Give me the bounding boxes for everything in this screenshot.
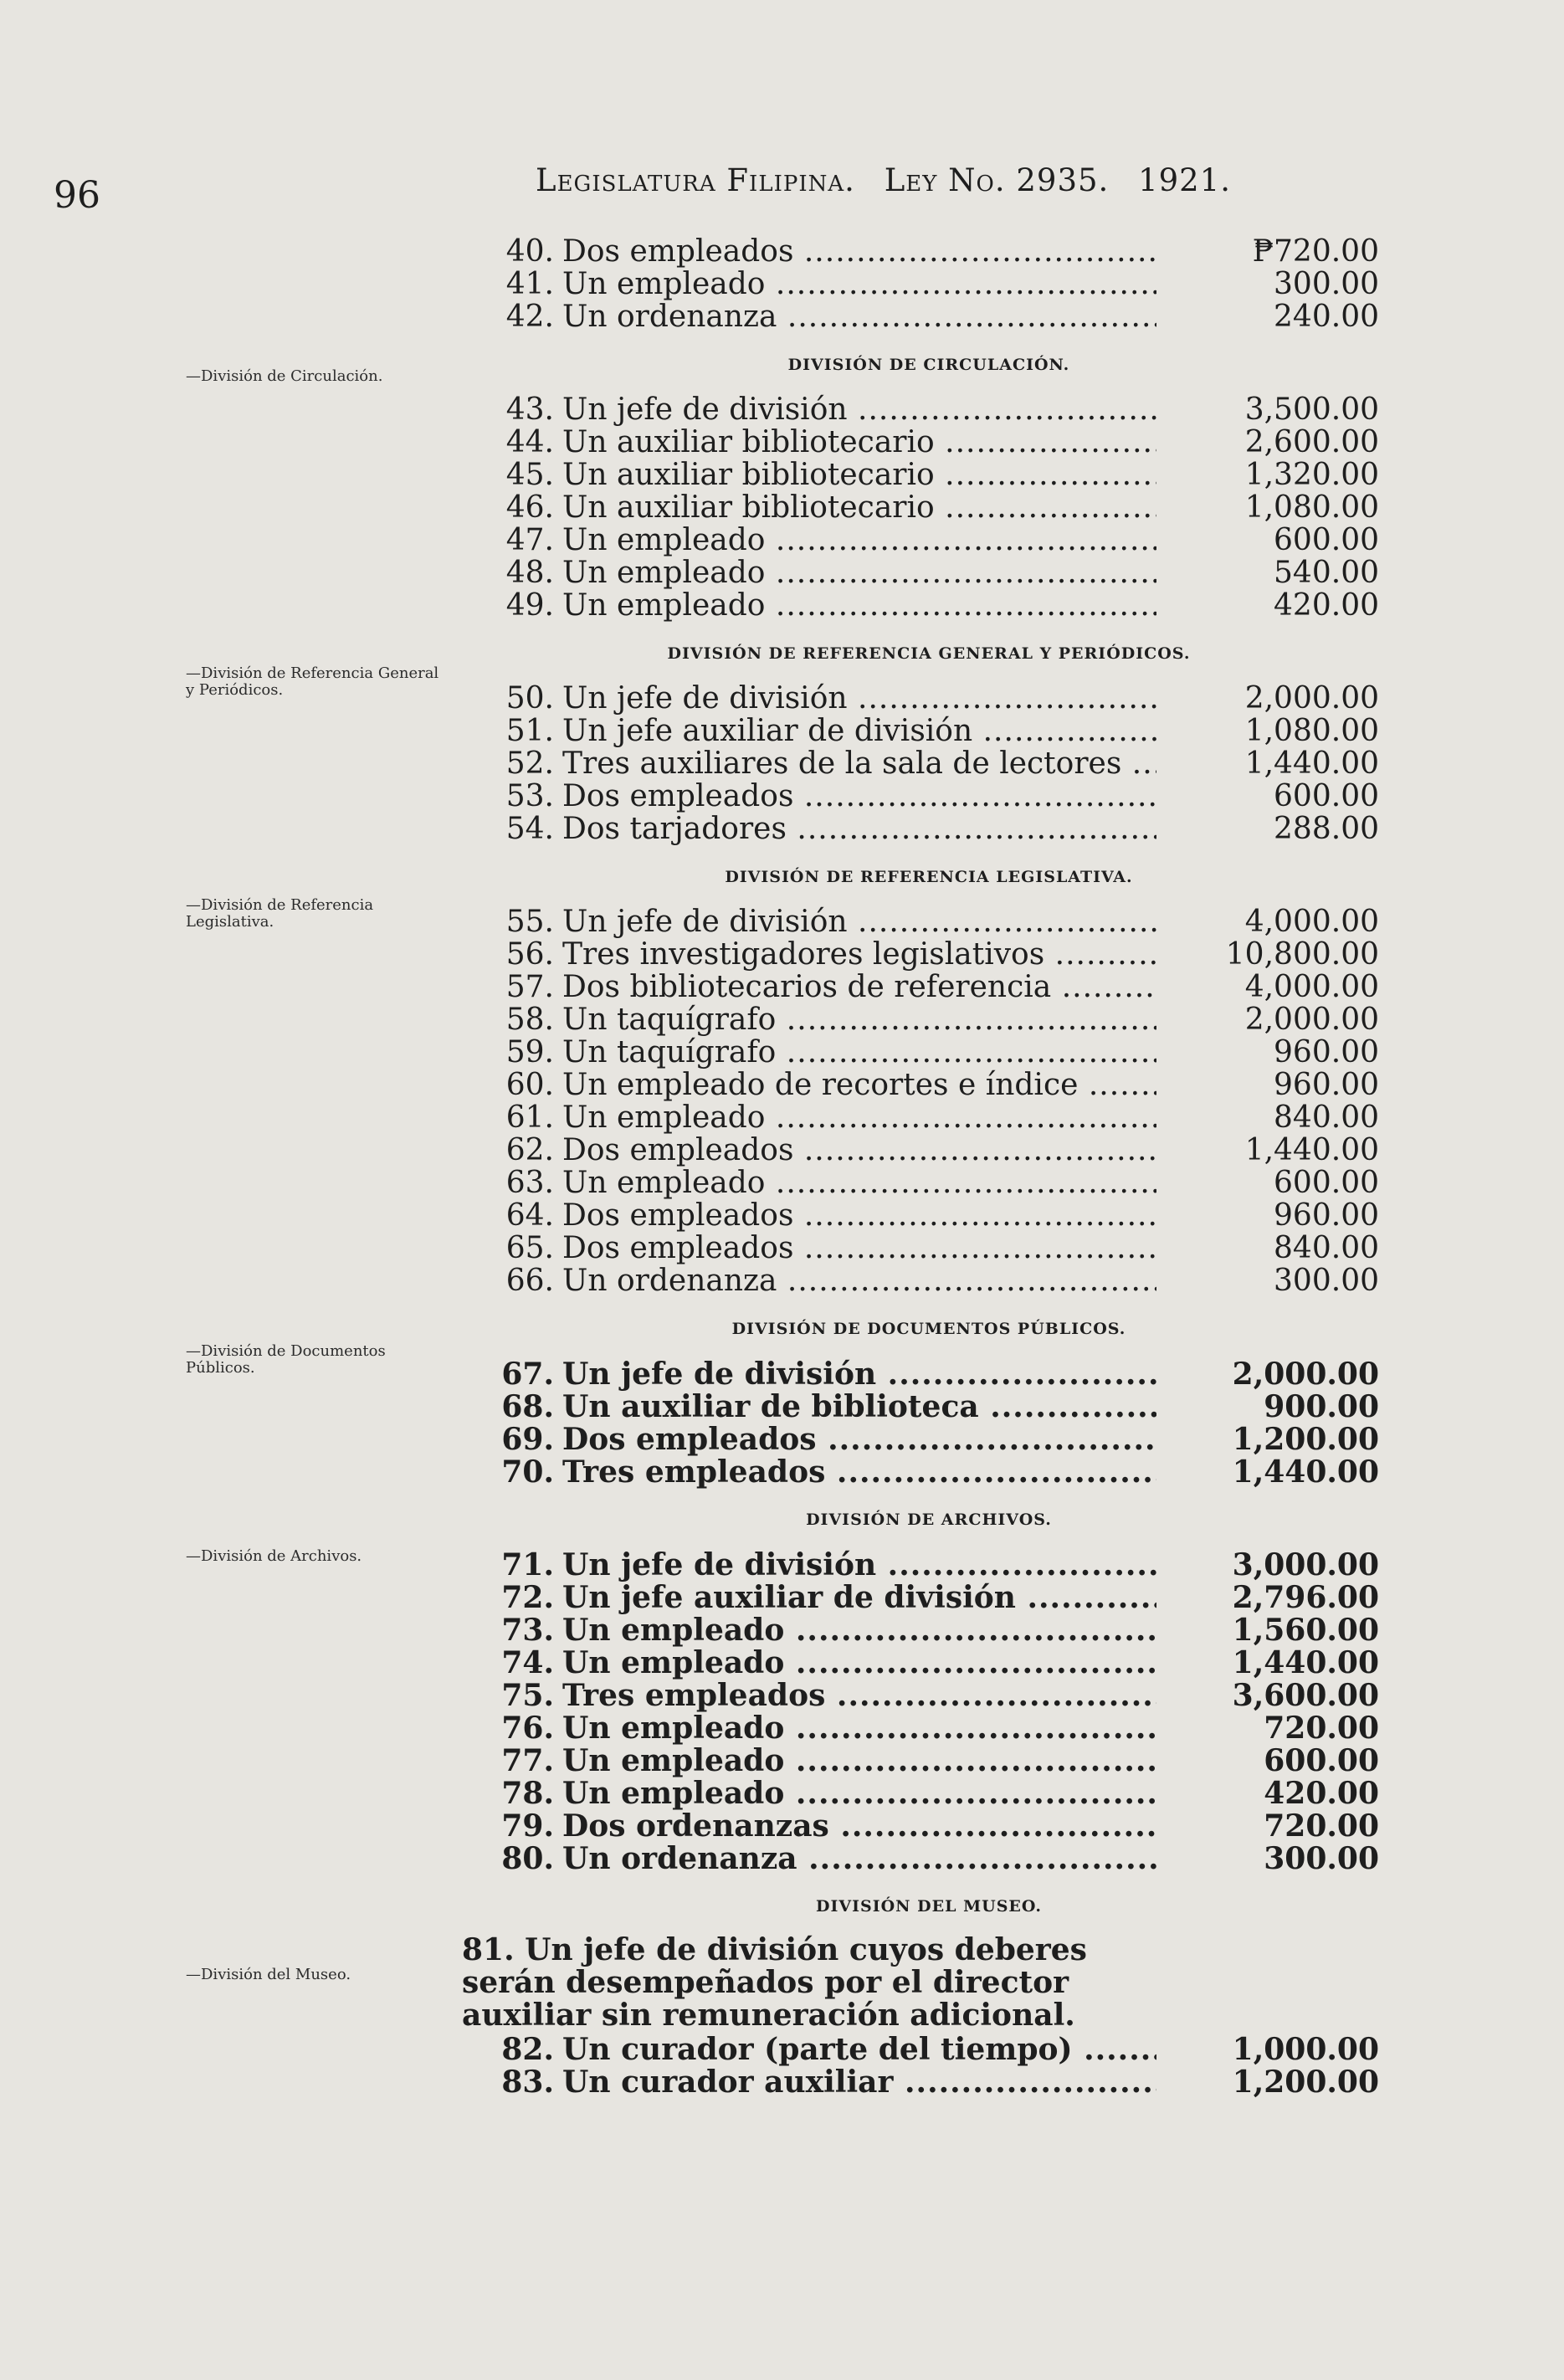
line-item (494, 1711, 1414, 1746)
line-item (494, 1198, 1414, 1231)
item-description: Un ordenanza ..... (562, 300, 1156, 334)
item-description: Dos empleados ..... (562, 1422, 1156, 1457)
item-description: Dos tarjadores ..... (562, 812, 1156, 846)
item-amount: 2,600.00 (1244, 425, 1379, 459)
item-amount: 1,200.00 (1232, 1422, 1379, 1457)
item-number: 60. (505, 1068, 554, 1102)
line-item (494, 1613, 1414, 1648)
item-amount: 960.00 (1274, 1035, 1379, 1069)
item-number: 69. (501, 1422, 554, 1457)
item-description: Dos ordenanzas ..... (562, 1808, 1156, 1844)
item-description: Un empleado ..... (562, 1711, 1156, 1746)
running-head-year: 1921. (1138, 162, 1232, 198)
section (494, 1511, 1414, 1874)
item-number: 50. (505, 681, 554, 716)
item-description: Un empleado ..... (562, 1743, 1156, 1778)
item-amount: ₱720.00 (1252, 234, 1379, 269)
item-description: Un empleado ..... (562, 267, 1156, 301)
line-item (494, 234, 1414, 267)
item-description: Un empleado ..... (562, 588, 1156, 623)
item-description: Un jefe auxiliar de división ..... (562, 1580, 1156, 1615)
item-number: 46. (505, 490, 554, 525)
item-description: Un auxiliar bibliotecario ..... (562, 425, 1156, 459)
line-item (494, 1808, 1414, 1844)
item-number: 83. (501, 2065, 554, 2100)
item-number: 66. (505, 1264, 554, 1298)
line-item (494, 937, 1414, 970)
item-amount: 4,000.00 (1244, 970, 1379, 1004)
item-amount: 960.00 (1274, 1068, 1379, 1102)
line-item (494, 1166, 1414, 1198)
line-item (494, 1035, 1414, 1068)
item-description: Un jefe auxiliar de división ..... (562, 714, 1156, 748)
item-description: Un jefe de división ..... (562, 1357, 1156, 1392)
item-description: Un taquígrafo ..... (562, 1003, 1156, 1037)
margin-note: —División de Archivos. (186, 1547, 362, 1565)
item-number: 80. (501, 1841, 554, 1876)
item-amount: 240.00 (1274, 300, 1379, 334)
line-item (494, 1776, 1414, 1811)
item-amount: 840.00 (1274, 1100, 1379, 1135)
section (494, 644, 1414, 844)
section (494, 1320, 1414, 1490)
item-description: Un empleado ..... (562, 1776, 1156, 1811)
item-amount: 600.00 (1274, 779, 1379, 813)
item-amount: 1,200.00 (1232, 2065, 1379, 2100)
line-item (494, 779, 1414, 812)
line-item (494, 1841, 1414, 1874)
appropriation-list (462, 234, 1414, 2100)
line-item (494, 1547, 1414, 1580)
section (494, 868, 1414, 1296)
section-heading: DIVISIÓN DE ARCHIVOS. (806, 1511, 1052, 1529)
item-description: Un jefe de división ..... (562, 905, 1156, 939)
item-number: 79. (501, 1808, 554, 1844)
item-number: 47. (505, 523, 554, 557)
item-amount: 960.00 (1274, 1198, 1379, 1233)
line-item (494, 392, 1414, 425)
section (494, 234, 1414, 332)
item-number: 56. (505, 937, 554, 972)
item-number: 78. (501, 1776, 554, 1811)
item-description: Un ordenanza ..... (562, 1264, 1156, 1298)
item-amount: 2,000.00 (1244, 1003, 1379, 1037)
item-number: 53. (505, 779, 554, 813)
item-number: 43. (505, 392, 554, 427)
item-number: 61. (505, 1100, 554, 1135)
item-number: 42. (505, 300, 554, 334)
item-number: 58. (505, 1003, 554, 1037)
item-amount: 3,500.00 (1244, 392, 1379, 427)
margin-note: —División del Museo. (186, 1966, 351, 1983)
section-heading: DIVISIÓN DE REFERENCIA GENERAL Y PERIÓDICOS. (667, 644, 1191, 663)
item-amount: 600.00 (1274, 523, 1379, 557)
item-amount: 540.00 (1274, 556, 1379, 590)
line-item (494, 1580, 1414, 1613)
item-description: Dos empleados ..... (562, 1231, 1156, 1265)
item-amount: 600.00 (1264, 1743, 1379, 1778)
page-number: 96 (54, 174, 100, 217)
item-amount: 2,000.00 (1244, 681, 1379, 716)
item-amount: 900.00 (1264, 1389, 1379, 1424)
line-item (494, 523, 1414, 556)
item-number: 51. (505, 714, 554, 748)
item-amount: 4,000.00 (1244, 905, 1379, 939)
line-item (494, 1100, 1414, 1133)
margin-note: —División de Documentos Públicos. (186, 1342, 386, 1377)
line-item (494, 1743, 1414, 1776)
item-description: Dos empleados ..... (562, 1133, 1156, 1167)
item-amount: 300.00 (1264, 1841, 1379, 1876)
margin-note: —División de Circulación. (186, 367, 383, 385)
item-description: Dos empleados ..... (562, 1198, 1156, 1233)
section-heading: DIVISIÓN DEL MUSEO. (816, 1897, 1042, 1916)
item-number: 75. (501, 1678, 554, 1713)
line-item (494, 681, 1414, 714)
item-number: 62. (505, 1133, 554, 1167)
item-number: 82. (501, 2032, 554, 2067)
margin-note: —División de Referencia Legislativa. (186, 896, 374, 931)
item-number: 40. (505, 234, 554, 269)
paragraph: 81. Un jefe de división cuyos deberes serán desempeñados por el director auxiliar sin remuneración adicional. (462, 1932, 1087, 2033)
line-item (494, 1264, 1414, 1296)
item-amount: 288.00 (1274, 812, 1379, 846)
item-description: Un ordenanza ..... (562, 1841, 1156, 1876)
item-amount: 840.00 (1274, 1231, 1379, 1265)
item-number: 65. (505, 1231, 554, 1265)
item-description: Un auxiliar bibliotecario ..... (562, 458, 1156, 492)
item-description: Dos empleados ..... (562, 779, 1156, 813)
line-item (494, 1357, 1414, 1392)
section-heading: DIVISIÓN DE DOCUMENTOS PÚBLICOS. (731, 1320, 1126, 1338)
item-description: Dos empleados ..... (562, 234, 1156, 269)
item-amount: 420.00 (1264, 1776, 1379, 1811)
item-amount: 300.00 (1274, 267, 1379, 301)
item-number: 48. (505, 556, 554, 590)
line-item (494, 556, 1414, 588)
item-description: Tres auxiliares de la sala de lectores ..... (562, 746, 1156, 781)
item-description: Un taquígrafo ..... (562, 1035, 1156, 1069)
item-amount: 1,440.00 (1244, 1133, 1379, 1167)
item-amount: 720.00 (1264, 1808, 1379, 1844)
item-number: 68. (501, 1389, 554, 1424)
item-description: Tres empleados ..... (562, 1454, 1156, 1490)
line-item (494, 1068, 1414, 1100)
item-number: 54. (505, 812, 554, 846)
item-amount: 1,080.00 (1244, 714, 1379, 748)
item-description: Un curador auxiliar ..... (562, 2065, 1156, 2100)
item-description: Un jefe de división ..... (562, 681, 1156, 716)
item-amount: 1,440.00 (1232, 1454, 1379, 1490)
item-description: Un auxiliar de biblioteca ..... (562, 1389, 1156, 1424)
line-item (494, 588, 1414, 621)
item-number: 41. (505, 267, 554, 301)
item-amount: 720.00 (1264, 1711, 1379, 1746)
section-heading: DIVISIÓN DE REFERENCIA LEGISLATIVA. (725, 868, 1133, 886)
line-item (494, 970, 1414, 1003)
line-item (494, 1231, 1414, 1264)
running-head-title: Legislatura Filipina. (536, 162, 855, 198)
item-number: 49. (505, 588, 554, 623)
item-description: Un empleado ..... (562, 1166, 1156, 1200)
item-number: 59. (505, 1035, 554, 1069)
item-description: Un empleado ..... (562, 1613, 1156, 1648)
line-item (494, 1678, 1414, 1711)
section-heading: DIVISIÓN DE CIRCULACIÓN. (787, 356, 1070, 374)
item-amount: 2,796.00 (1232, 1580, 1379, 1615)
line-item (494, 300, 1414, 332)
item-amount: 420.00 (1274, 588, 1379, 623)
item-amount: 300.00 (1274, 1264, 1379, 1298)
item-number: 63. (505, 1166, 554, 1200)
item-description: Dos bibliotecarios de referencia ..... (562, 970, 1156, 1004)
section (462, 1897, 1414, 2100)
line-item (494, 425, 1414, 458)
item-amount: 600.00 (1274, 1166, 1379, 1200)
item-description: Un empleado de recortes e índice ..... (562, 1068, 1156, 1102)
item-number: 57. (505, 970, 554, 1004)
line-item (494, 812, 1414, 844)
item-amount: 10,800.00 (1225, 937, 1379, 972)
item-number: 72. (501, 1580, 554, 1615)
item-number: 71. (501, 1547, 554, 1582)
running-head-law: Ley No. 2935. (884, 162, 1110, 198)
item-number: 52. (505, 746, 554, 781)
line-item (494, 1454, 1414, 1490)
item-amount: 1,440.00 (1232, 1645, 1379, 1680)
item-amount: 3,600.00 (1232, 1678, 1379, 1713)
item-number: 70. (501, 1454, 554, 1490)
line-item (494, 1422, 1414, 1457)
line-item (494, 267, 1414, 300)
item-amount: 1,000.00 (1232, 2032, 1379, 2067)
item-description: Tres empleados ..... (562, 1678, 1156, 1713)
line-item (494, 905, 1414, 937)
item-amount: 1,080.00 (1244, 490, 1379, 525)
item-number: 74. (501, 1645, 554, 1680)
item-description: Un empleado ..... (562, 1100, 1156, 1135)
item-number: 67. (501, 1357, 554, 1392)
item-description: Un jefe de división ..... (562, 1547, 1156, 1582)
item-amount: 1,560.00 (1232, 1613, 1379, 1648)
item-description: Un curador (parte del tiempo) ..... (562, 2032, 1156, 2067)
item-amount: 3,000.00 (1232, 1547, 1379, 1582)
line-item (494, 1003, 1414, 1035)
item-description: Un empleado ..... (562, 1645, 1156, 1680)
item-number: 44. (505, 425, 554, 459)
item-number: 45. (505, 458, 554, 492)
item-description: Un jefe de división ..... (562, 392, 1156, 427)
section (494, 356, 1414, 621)
line-item (494, 1133, 1414, 1166)
item-amount: 1,320.00 (1244, 458, 1379, 492)
line-item (494, 2065, 1414, 2100)
item-amount: 2,000.00 (1232, 1357, 1379, 1392)
item-description: Un empleado ..... (562, 523, 1156, 557)
item-number: 77. (501, 1743, 554, 1778)
item-amount: 1,440.00 (1244, 746, 1379, 781)
item-number: 76. (501, 1711, 554, 1746)
line-item (494, 490, 1414, 523)
line-item (494, 2032, 1414, 2065)
line-item (494, 714, 1414, 746)
line-item (494, 1389, 1414, 1422)
item-description: Tres investigadores legislativos ..... (562, 937, 1156, 972)
line-item (494, 458, 1414, 490)
line-item (494, 746, 1414, 779)
item-number: 73. (501, 1613, 554, 1648)
running-head (536, 162, 1289, 198)
line-item (494, 1645, 1414, 1678)
item-description: Un empleado ..... (562, 556, 1156, 590)
margin-note: —División de Referencia General y Periódicos. (186, 664, 439, 699)
item-number: 64. (505, 1198, 554, 1233)
item-description: Un auxiliar bibliotecario ..... (562, 490, 1156, 525)
item-number: 55. (505, 905, 554, 939)
